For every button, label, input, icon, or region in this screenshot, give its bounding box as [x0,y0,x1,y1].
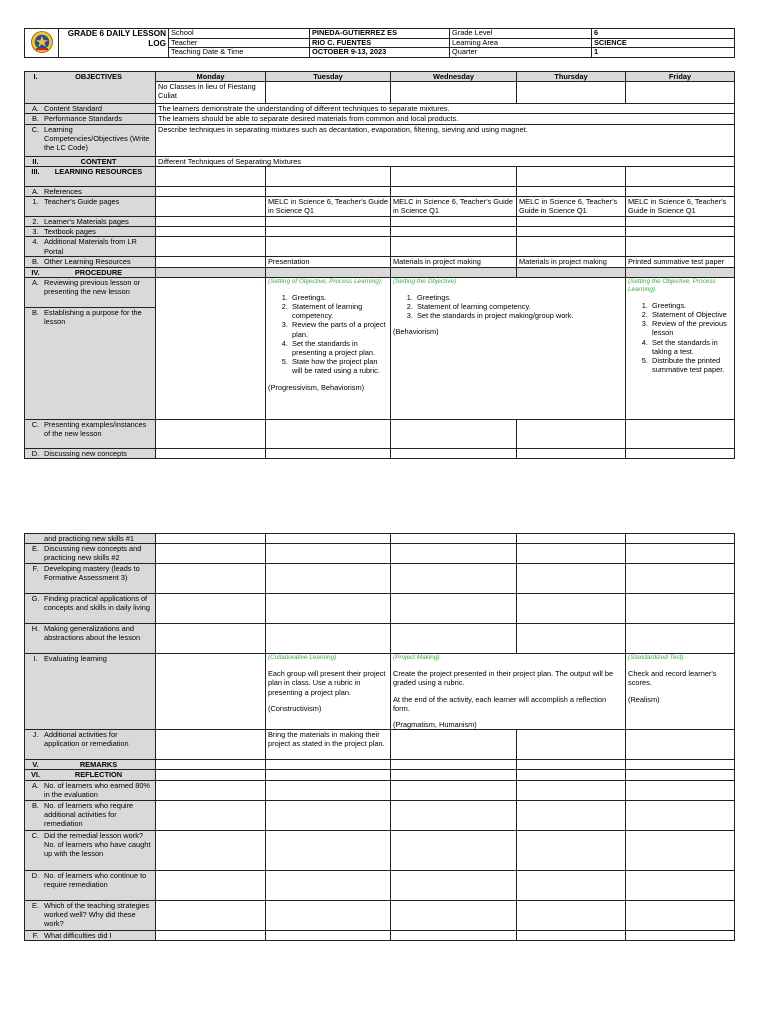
teachers-guide-wednesday: MELC in Science 6, Teacher's Guide in Science Q1 [391,197,517,217]
date-label: Teaching Date & Time [169,48,310,58]
wednesday-philosophy: (Behaviorism) [393,327,439,337]
teachers-guide-thursday: MELC in Science 6, Teacher's Guide in Science Q1 [517,197,626,217]
reflection-b-label: B. No. of learners who require additional activities for remediation [25,800,156,830]
evaluation-wednesday-text-2: At the end of the activity, each learner will accomplish a reflection form. [393,694,607,713]
log-title-line2: LOG [148,39,166,48]
generalizations-label: H. Making generalizations and abstractions about the lesson [25,624,156,654]
content-standard-text: The learners demonstrate the understanding of different techniques to separate mixtures. [156,104,735,114]
procedure-tuesday [266,277,391,419]
teachers-guide-tuesday: MELC in Science 6, Teacher's Guide in Science Q1 [266,197,391,217]
reflection-heading: VI. REFLECTION [25,770,156,780]
reviewing-lesson-label: A. Reviewing previous lesson or presenting the new lesson [25,277,156,307]
references-label: A. References [25,186,156,196]
evaluation-wednesday-text: Create the project presented in their project plan. The output will be graded using a rubric. [393,669,614,688]
procedure-friday [626,277,735,419]
evaluation-friday-text: Check and record learner's scores. [628,669,717,688]
tuesday-philosophy: (Progressivism, Behaviorism) [268,382,365,392]
evaluation-wednesday [391,654,626,730]
wednesday-tag: (Setting the Objective) [393,277,457,285]
header-table [24,28,735,58]
evaluating-learning-label: I. Evaluating learning [25,654,156,730]
school-label: School [169,29,310,39]
reflection-d-label: D. No. of learners who continue to require remediation [25,870,156,900]
teacher-label: Teacher [169,38,310,48]
reflection-e-label: E. Which of the teaching strategies worked well? Why did these work? [25,900,156,930]
evaluation-friday-philosophy: (Realism) [628,694,660,704]
evaluation-wednesday-philosophy: (Pragmatism, Humanism) [393,720,477,730]
evaluation-tuesday-tag: (Collaborative Learning) [268,654,337,662]
day-thursday: Thursday [517,72,626,82]
remarks-heading: V. REMARKS [25,760,156,770]
teachers-guide-label: 1. Teacher's Guide pages [25,197,156,217]
date-value: OCTOBER 9-13, 2023 [310,48,450,58]
learners-materials-label: 2. Learner's Materials pages [25,217,156,227]
other-resources-wednesday: Materials in project making [391,257,517,267]
other-resources-thursday: Materials in project making [517,257,626,267]
developing-mastery-label: F. Developing mastery (leads to Formative Assessment 3) [25,564,156,594]
procedure-heading: IV. PROCEDURE [25,267,156,277]
friday-steps: 1. Greetings. 2. Statement of Objective 3. Review of the previous lesson 4. Set the standards in taking a test. 5. Distribute the printed summative test paper. [628,301,732,375]
content-heading: II. CONTENT [25,156,156,166]
wednesday-steps: 1. Greetings. 2. Statement of learning competency. 3. Set the standards in project making/group work. [393,293,623,321]
quarter-label: Quarter [450,48,592,58]
tuesday-tag: (Setting of Objective, Process Learning) [268,277,381,285]
other-resources-friday: Printed summative test paper [626,257,735,267]
content-text: Different Techniques of Separating Mixtures [156,156,735,166]
additional-activities-tuesday: Bring the materials in making their project as stated in the project plan. [266,730,391,760]
day-friday: Friday [626,72,735,82]
tuesday-steps: 1. Greetings. 2. Statement of learning competency. 3. Review the parts of a project plan. 4. Set the standards in presenting a project plan. 5. State how the project plan will be rated using a rubric. [268,293,388,376]
day-monday: Monday [156,72,266,82]
discussing-concepts-continued: and practicing new skills #1 [25,534,156,544]
area-label: Learning Area [450,38,592,48]
practical-applications-label: G. Finding practical applications of concepts and skills in daily living [25,594,156,624]
monday-note: No Classes in lieu of Fiestang Culiat [156,82,266,104]
day-tuesday: Tuesday [266,72,391,82]
procedure-wednesday [391,277,626,419]
teachers-guide-friday: MELC in Science 6, Teacher's Guide in Science Q1 [626,197,735,217]
quarter-value: 1 [592,48,735,58]
reflection-a-label: A. No. of learners who earned 80% in the evaluation [25,780,156,800]
friday-tag: (Setting the Objective, Process Learning) [628,277,716,293]
competencies-label: C. Learning Competencies/Objectives (Write the LC Code) [25,124,156,156]
log-title [59,29,169,58]
textbook-pages-label: 3. Textbook pages [25,227,156,237]
log-title-line1: GRADE 6 DAILY LESSON [67,29,166,38]
seal-icon [30,30,54,54]
school-value: PINEDA-GUTIERREZ ES [310,29,450,39]
grade-label: Grade Level [450,29,592,39]
performance-standard-label: B. Performance Standards [25,114,156,124]
grade-value: 6 [592,29,735,39]
competencies-text: Describe techniques in separating mixtures such as decantation, evaporation, filtering, sieving and using magnet. [156,124,735,156]
additional-materials-label: 4. Additional Materials from LR Portal [25,237,156,257]
other-resources-tuesday: Presentation [266,257,391,267]
evaluation-tuesday [266,654,391,730]
evaluation-friday-tag: (Standardized Test) [628,654,684,662]
lesson-table-page1 [24,71,735,459]
discussing-concepts-2-label: E. Discussing new concepts and practicing new skills #2 [25,544,156,564]
area-value: SCIENCE [592,38,735,48]
learning-resources-heading: III. LEARNING RESOURCES [25,166,156,186]
discussing-concepts-label: D. Discussing new concepts [25,448,156,458]
reflection-f-label: F. What difficulties did I [25,930,156,940]
lesson-table-page2 [24,533,735,941]
teacher-value: RIO C. FUENTES [310,38,450,48]
evaluation-tuesday-text: Each group will present their project plan in class. Use a rubric in presenting a project plan. [268,669,386,697]
deped-seal [25,29,59,58]
presenting-examples-label: C. Presenting examples/instances of the new lesson [25,419,156,448]
additional-activities-label: J. Additional activities for application or remediation [25,730,156,760]
establishing-purpose-label: B. Establishing a purpose for the lesson [25,307,156,419]
day-wednesday: Wednesday [391,72,517,82]
evaluation-wednesday-tag: (Project Making) [393,654,440,662]
evaluation-friday [626,654,735,730]
objectives-heading: I. OBJECTIVES [25,72,156,104]
other-resources-label: B. Other Learning Resources [25,257,156,267]
evaluation-tuesday-philosophy: (Constructivism) [268,703,322,713]
performance-standard-text: The learners should be able to separate desired materials from common and local products. [156,114,735,124]
content-standard-label: A. Content Standard [25,104,156,114]
reflection-c-label: C. Did the remedial lesson work? No. of learners who have caught up with the lesson [25,830,156,870]
